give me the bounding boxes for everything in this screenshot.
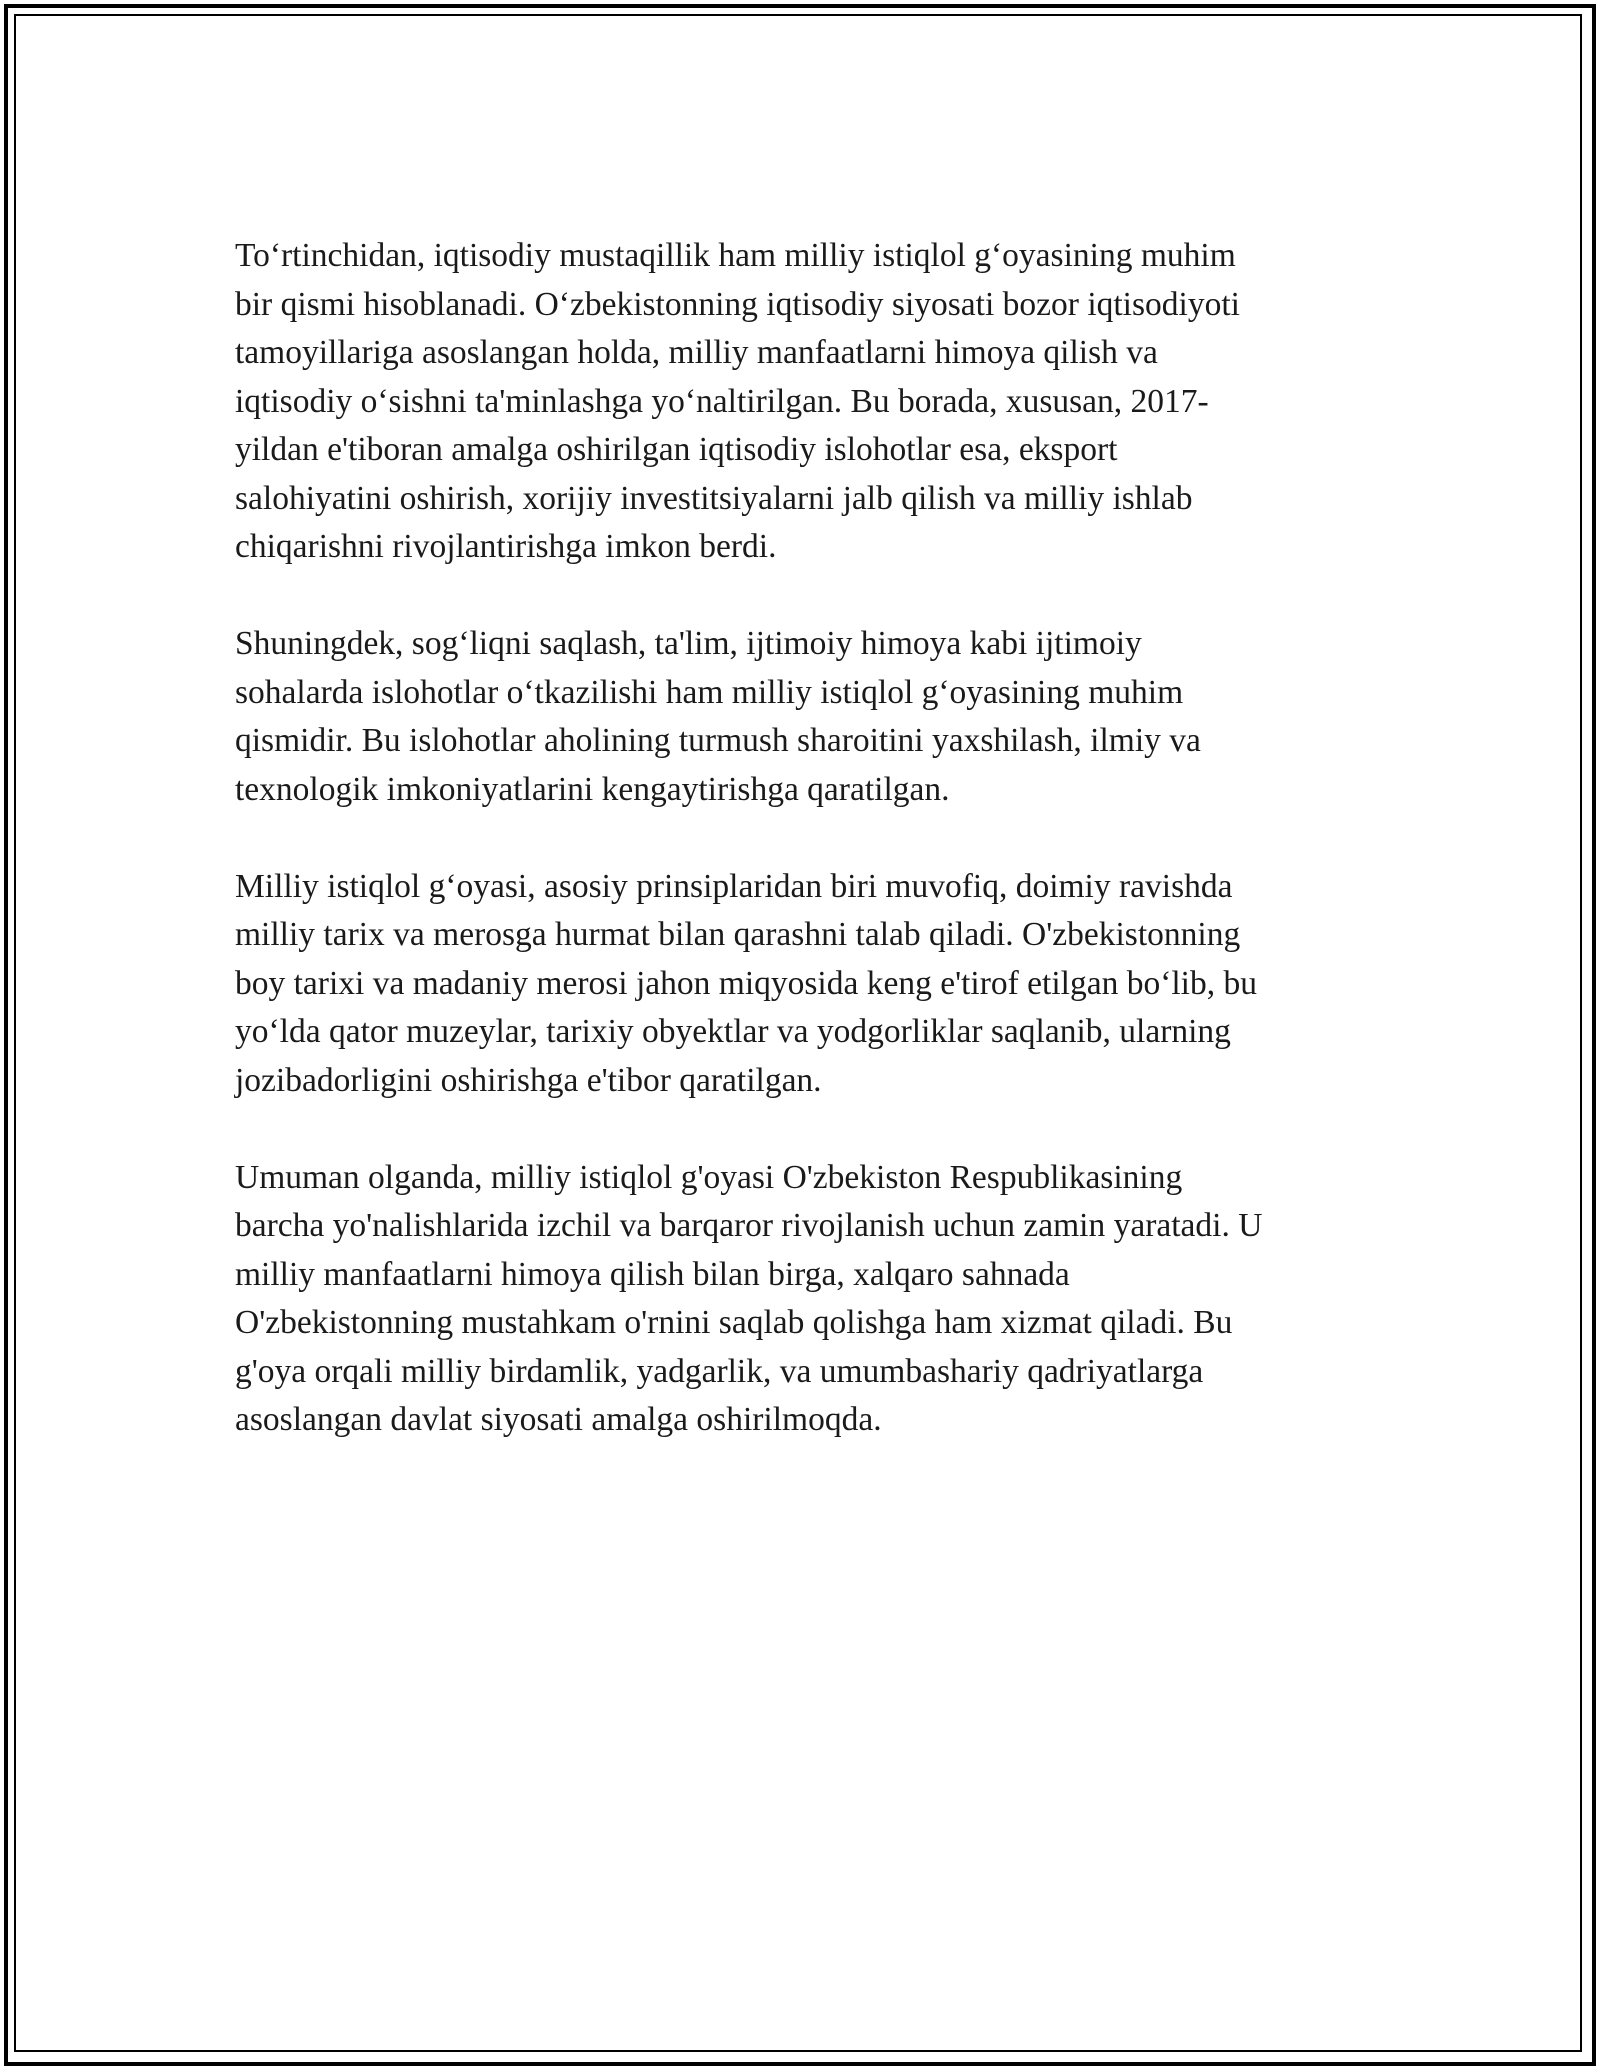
paragraph-line: g'oya orqali milliy birdamlik, yadgarlik, va umumbashariy qadriyatlarga — [235, 1352, 1204, 1390]
paragraph-line: milliy tarix va merosga hurmat bilan qarashni talab qiladi. O'zbekistonning — [235, 916, 1241, 953]
paragraph-line: sohalarda islohotlar o‘tkazilishi ham milliy istiqlol g‘oyasining muhim — [235, 673, 1184, 711]
paragraph-1 — [235, 232, 1375, 572]
paragraph-line: milliy manfaatlarni himoya qilish bilan birga, xalqaro sahnada — [235, 1255, 1070, 1293]
paragraph-4 — [235, 1154, 1375, 1445]
paragraph-3 — [235, 863, 1375, 1106]
paragraph-line: chiqarishni rivojlantirishga imkon berdi. — [235, 528, 777, 565]
paragraph-line: bir qismi hisoblanadi. O‘zbekistonning iqtisodiy siyosati bozor iqtisodiyoti — [235, 285, 1240, 323]
paragraph-line: asoslangan davlat siyosati amalga oshirilmoqda. — [235, 1401, 882, 1438]
paragraph-line: tamoyillariga asoslangan holda, milliy manfaatlarni himoya qilish va — [235, 334, 1158, 371]
paragraph-line: boy tarixi va madaniy merosi jahon miqyosida keng e'tirof etilgan bo‘lib, bu — [235, 964, 1257, 1002]
paragraph-line: qismidir. Bu islohotlar aholining turmush sharoitini yaxshilash, ilmiy va — [235, 722, 1201, 759]
paragraph-line: jozibadorligini oshirishga e'tibor qaratilgan. — [235, 1061, 822, 1099]
paragraph-line: yo‘lda qator muzeylar, tarixiy obyektlar va yodgorliklar saqlanib, ularning — [235, 1013, 1231, 1050]
paragraph-2 — [235, 620, 1375, 814]
paragraph-line: Shuningdek, sog‘liqni saqlash, ta'lim, ijtimoiy himoya kabi ijtimoiy — [235, 625, 1142, 662]
paragraph-line: texnologik imkoniyatlarini kengaytirishga qaratilgan. — [235, 770, 950, 808]
document-body — [235, 232, 1375, 1493]
paragraph-line: Umuman olganda, milliy istiqlol g'oyasi O'zbekiston Respublikasining — [235, 1158, 1183, 1196]
paragraph-line: salohiyatini oshirish, xorijiy investitsiyalarni jalb qilish va milliy ishlab — [235, 479, 1193, 517]
paragraph-line: barcha yo'nalishlarida izchil va barqaror rivojlanish uchun zamin yaratadi. U — [235, 1207, 1263, 1244]
paragraph-line: To‘rtinchidan, iqtisodiy mustaqillik ham milliy istiqlol g‘oyasining muhim — [235, 237, 1236, 274]
paragraph-line: iqtisodiy o‘sishni ta'minlashga yo‘naltirilgan. Bu borada, xususan, 2017- — [235, 382, 1209, 420]
paragraph-line: yildan e'tiboran amalga oshirilgan iqtisodiy islohotlar esa, eksport — [235, 431, 1118, 468]
paragraph-line: Milliy istiqlol g‘oyasi, asosiy prinsiplaridan biri muvofiq, doimiy ravishda — [235, 867, 1233, 905]
paragraph-line: O'zbekistonning mustahkam o'rnini saqlab qolishga ham xizmat qiladi. Bu — [235, 1304, 1233, 1341]
